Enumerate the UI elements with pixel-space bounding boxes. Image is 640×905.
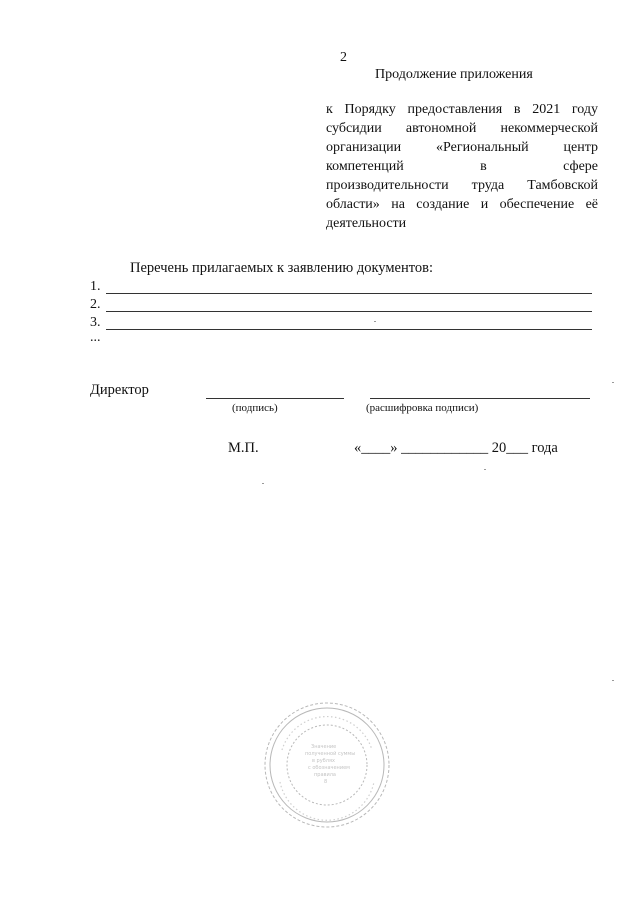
scan-speck <box>262 483 264 484</box>
appendix-line: организации «Региональный центр <box>326 140 598 155</box>
documents-list-title: Перечень прилагаемых к заявлению документов: <box>130 260 433 276</box>
signature-caption: (подпись) <box>232 402 278 414</box>
stamp-place-label: М.П. <box>228 440 259 456</box>
list-item-number: 3. <box>90 315 101 330</box>
scan-speck <box>374 321 376 322</box>
svg-text:в рублях: в рублях <box>312 758 335 764</box>
page-number: 2 <box>340 50 347 65</box>
list-ellipsis: ... <box>90 330 101 345</box>
signature-blank-line <box>206 398 344 399</box>
appendix-line: субсидии автономной некоммерческой <box>326 121 598 136</box>
appendix-line: производительности труда Тамбовской <box>326 178 598 193</box>
svg-text:полученной суммы: полученной суммы <box>305 751 356 757</box>
appendix-reference <box>326 100 598 233</box>
list-item-blank-line <box>106 329 592 330</box>
scan-speck <box>612 382 614 383</box>
round-seal-stamp <box>262 700 392 830</box>
list-item <box>90 297 592 315</box>
svg-text:8: 8 <box>324 779 328 785</box>
date-line: «____» ____________ 20___ года <box>354 440 558 456</box>
scan-speck <box>484 469 486 470</box>
list-item-blank-line <box>106 293 592 294</box>
decryption-caption: (расшифровка подписи) <box>366 402 479 414</box>
scan-speck <box>612 680 614 681</box>
appendix-line: деятельности <box>326 216 407 231</box>
appendix-title: Продолжение приложения <box>375 67 533 82</box>
appendix-line: компетенций в сфере <box>326 159 598 174</box>
director-label: Директор <box>90 382 149 398</box>
svg-text:правила: правила <box>314 772 336 778</box>
list-item-blank-line <box>106 311 592 312</box>
svg-text:с обозначением: с обозначением <box>308 765 350 771</box>
appendix-line: области» на создание и обеспечение её <box>326 197 598 212</box>
list-item-number: 1. <box>90 279 101 294</box>
decryption-blank-line <box>370 398 590 399</box>
appendix-line: к Порядку предоставления в 2021 году <box>326 102 598 117</box>
list-item <box>90 315 592 333</box>
svg-text:Значение: Значение <box>311 744 337 750</box>
list-item <box>90 279 592 297</box>
list-item-number: 2. <box>90 297 101 312</box>
